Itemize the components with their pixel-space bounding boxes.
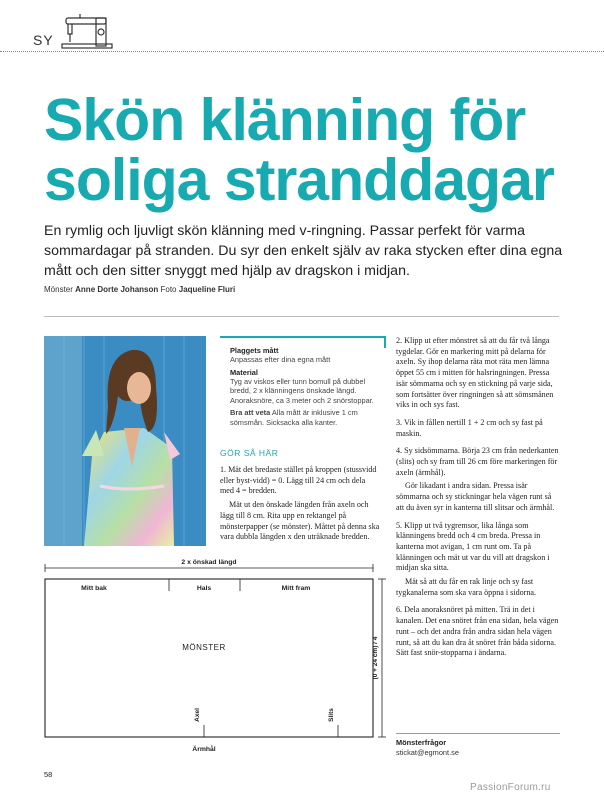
- headline-line-1: Skön klänning för: [44, 87, 526, 153]
- pattern-diagram: [36, 555, 386, 761]
- measurements-heading: Plaggets mått: [230, 346, 279, 355]
- label-slit: Slits: [328, 708, 335, 722]
- contact-rule: [396, 733, 560, 734]
- label-pattern: MÖNSTER: [182, 643, 226, 652]
- pattern-rectangle: [45, 579, 373, 737]
- material-text: Tyg av viskos eller tunn bomull på dubbel bredd, 2 x klänningens önskade längd. Anoraksnöre, ca 3 meter och 2 snörstoppar.: [230, 376, 374, 405]
- step-paragraph: 2. Klipp ut efter mönstret så att du får två långa tygdelar. Gör en markering mitt på delarna för axeln. Sy ihop delarna räta mot räta men lämna öppet 55 cm i mitten för halsringningen. Pressa isär sömmarna och sy en stickning på varje sida, som fortsätter över ringningen så att sömsmånen viks in och sys fast.: [396, 336, 554, 410]
- page-number: 58: [44, 770, 53, 779]
- credits: [44, 285, 235, 294]
- contact-block: [396, 733, 560, 757]
- step-paragraph: 1. Mät det bredaste stället på kroppen (stussvidd eller byst-vidd) = 0. Lägg till 24 cm och dela med 4 = bredden.: [220, 465, 377, 496]
- credit-photo-name: Jaqueline Fluri: [178, 285, 236, 294]
- divider: [44, 316, 559, 317]
- watermark: PassionForum.ru: [470, 782, 551, 793]
- label-shoulder: Axel: [194, 708, 201, 722]
- label-armhole: Ärmhål: [192, 746, 216, 753]
- headline-line-2: soliga stranddagar: [44, 147, 554, 213]
- label-center-front: Mitt fram: [281, 585, 311, 592]
- box-border-right: [384, 336, 386, 348]
- width-dimension-label: 2 x önskad längd: [181, 559, 237, 566]
- step-paragraph: 5. Klipp ut två tygremsor, lika långa som klänningens bredd och 4 cm breda. Pressa in kanterna mot avigan, 1 cm runt om. Ta på klänningen och mät ut var du vill att dragskon i midjan ska sitta.: [396, 520, 550, 573]
- step-paragraph: Mät så att du får en rak linje och sy fast tygkanalerna som ska vara öppna i sidorna.: [396, 577, 537, 597]
- dress-photo: [44, 336, 206, 546]
- materials-box: [220, 336, 386, 436]
- label-neck: Hals: [196, 585, 212, 592]
- step-paragraph: 6. Dela anoraksnöret på mitten. Trä in det i kanalen. Det ena snöret från ena sidan, hela vägen runt – och det andra från andra sidan hela vägen runt, så att du kan dra åt snöret från båda sidorna. Sätt fast snör-stopparna i ändarna.: [396, 605, 559, 658]
- section-label: SY: [33, 32, 54, 48]
- step-paragraph: 4. Sy sidsömmarna. Börja 23 cm från nederkanten (slits) och sy fram till 26 cm före markeringen för axeln (ärmhål).: [396, 446, 559, 477]
- good-to-know-heading: Bra att veta: [230, 408, 271, 418]
- sewing-machine-icon: [60, 12, 114, 50]
- step-paragraph: Mät ut den önskade längden från axeln och lägg till 8 cm. Rita upp en rektangel på mönsterpapper (se mönster). Måttet på denna ska vara dubbla längden x den uträknade bredden.: [220, 500, 380, 542]
- material-heading: Material: [230, 367, 258, 377]
- instructions-column-1: [220, 465, 380, 546]
- headline: [44, 87, 584, 213]
- credit-pattern-label: Mönster: [44, 285, 73, 294]
- credit-pattern-name: Anne Dorte Johanson: [75, 285, 159, 294]
- lede-paragraph: En rymlig och ljuvligt skön klänning med v-ringning. Passar perfekt för varma sommardagar på stranden. Du syr den enkelt själv av raka stycken efter dina egna mått och den sitter snyggt med hjälp av dragskon i midjan.: [44, 223, 563, 279]
- good-to-know-text: Alla mått är inklusive 1 cm sömsmån. Sicksacka alla kanter.: [230, 408, 358, 427]
- contact-email: stickat@egmont.se: [396, 748, 459, 757]
- step-paragraph: Gör likadant i andra sidan. Pressa isär sömmarna och sy stickningar hela vägen runt så att du även syr in kanterna till slitsar och ärmhål.: [396, 481, 555, 512]
- contact-heading: Mönsterfrågor: [396, 738, 447, 747]
- measurements-text: Anpassas efter dina egna mått: [230, 355, 331, 364]
- step-paragraph: 3. Vik in fållen nertill 1 + 2 cm och sy fast på maskin.: [396, 417, 543, 438]
- section-rule: [0, 51, 604, 52]
- credit-photo-label: Foto: [160, 285, 177, 294]
- box-border-top: [220, 336, 386, 338]
- good-to-know: [230, 408, 380, 427]
- height-dimension-label: (0 + 24 cm) / 4: [372, 636, 379, 680]
- label-center-back: Mitt bak: [81, 585, 107, 592]
- instructions-heading: GÖR SÅ HÄR: [220, 448, 279, 458]
- instructions-column-2: [396, 336, 560, 662]
